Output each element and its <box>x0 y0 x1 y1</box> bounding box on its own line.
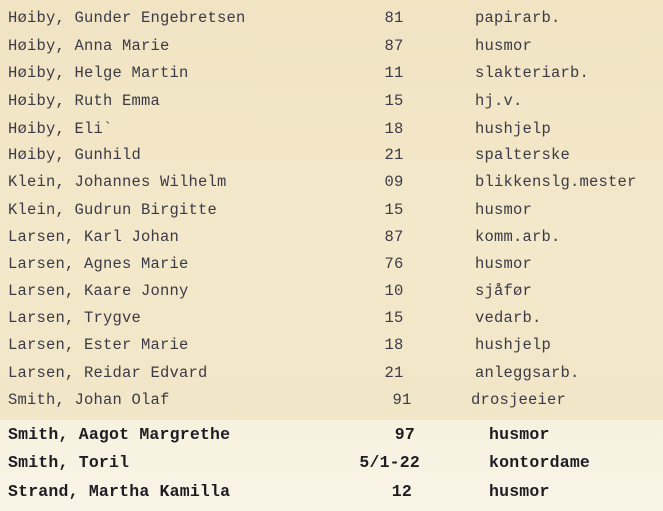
occupation: sjåfør <box>475 282 533 300</box>
occupation: slakteriarb. <box>475 64 590 82</box>
occupation: hushjelp <box>475 336 552 354</box>
birth-year: 5/1-22 <box>359 453 420 472</box>
occupation: spalterske <box>475 146 571 164</box>
birth-year: 87 <box>384 37 404 55</box>
birth-year: 11 <box>384 64 404 82</box>
birth-year: 18 <box>384 336 404 354</box>
resident-name: Larsen, Kaare Jonny <box>8 282 189 300</box>
occupation: kontordame <box>489 453 591 472</box>
table-row <box>0 332 663 358</box>
resident-name: Høiby, Anna Marie <box>8 37 170 55</box>
resident-name: Larsen, Trygve <box>8 309 142 327</box>
birth-year: 76 <box>384 255 404 273</box>
birth-year: 12 <box>391 482 412 501</box>
resident-name: Smith, Aagot Margrethe <box>8 425 231 444</box>
occupation: vedarb. <box>475 309 542 327</box>
resident-name: Klein, Gudrun Birgitte <box>8 201 218 219</box>
birth-year: 09 <box>384 173 404 191</box>
resident-name: Larsen, Reidar Edvard <box>8 364 208 382</box>
birth-year: 21 <box>384 146 404 164</box>
resident-name: Høiby, Gunhild <box>8 146 142 164</box>
table-row <box>0 278 663 304</box>
birth-year: 15 <box>384 201 404 219</box>
occupation: anleggsarb. <box>475 364 580 382</box>
occupation: hushjelp <box>475 120 552 138</box>
occupation: hj.v. <box>475 92 523 110</box>
table-row <box>0 5 663 31</box>
table-row <box>0 450 663 476</box>
resident-name: Høiby, Eli` <box>8 120 113 138</box>
table-row <box>0 197 663 223</box>
resident-name: Larsen, Karl Johan <box>8 228 180 246</box>
birth-year: 81 <box>384 9 404 27</box>
occupation: husmor <box>475 37 533 55</box>
occupation: blikkenslg.mester <box>475 173 637 191</box>
birth-year: 87 <box>384 228 404 246</box>
occupation: husmor <box>475 255 533 273</box>
occupation: drosjeeier <box>471 391 567 409</box>
table-row <box>0 251 663 277</box>
occupation: husmor <box>489 425 550 444</box>
table-row <box>0 422 663 448</box>
table-row <box>0 142 663 168</box>
table-row <box>0 387 663 413</box>
table-row <box>0 224 663 250</box>
occupation: husmor <box>489 482 550 501</box>
occupation: husmor <box>475 201 533 219</box>
birth-year: 15 <box>384 92 404 110</box>
birth-year: 97 <box>394 425 415 444</box>
table-row <box>0 479 663 505</box>
birth-year: 21 <box>384 364 404 382</box>
resident-name: Høiby, Gunder Engebretsen <box>8 9 246 27</box>
birth-year: 10 <box>384 282 404 300</box>
table-row <box>0 360 663 386</box>
table-row <box>0 305 663 331</box>
table-row <box>0 169 663 195</box>
birth-year: 15 <box>384 309 404 327</box>
resident-name: Klein, Johannes Wilhelm <box>8 173 227 191</box>
table-row <box>0 60 663 86</box>
resident-name: Høiby, Ruth Emma <box>8 92 161 110</box>
resident-name: Smith, Toril <box>8 453 130 472</box>
occupation: papirarb. <box>475 9 561 27</box>
resident-name: Larsen, Ester Marie <box>8 336 189 354</box>
occupation: komm.arb. <box>475 228 561 246</box>
resident-name: Smith, Johan Olaf <box>8 391 170 409</box>
resident-name: Strand, Martha Kamilla <box>8 482 231 501</box>
resident-name: Høiby, Helge Martin <box>8 64 189 82</box>
resident-name: Larsen, Agnes Marie <box>8 255 189 273</box>
table-row <box>0 33 663 59</box>
birth-year: 91 <box>392 391 412 409</box>
birth-year: 18 <box>384 120 404 138</box>
table-row <box>0 88 663 114</box>
table-row <box>0 116 663 142</box>
